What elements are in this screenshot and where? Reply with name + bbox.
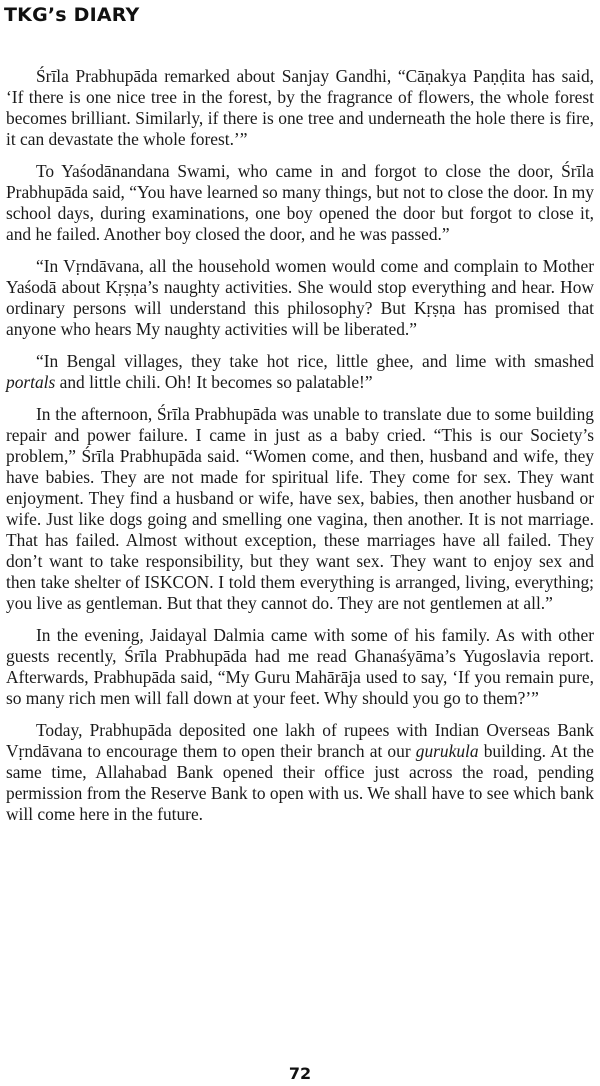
italic-term: portals (6, 372, 56, 392)
paragraph (6, 720, 594, 825)
paragraph-text: To Yaśodānandana Swami, who came in and forgot to close the door, Śrīla Prabhupāda said, “You have learned so many things, but not to close the door. In my school days, during examinations, one boy opened the door but forgot to close it, and he failed. Another boy closed the door, and he was passed.” (6, 161, 594, 244)
paragraph (6, 404, 594, 614)
paragraph-text: and little chili. Oh! It becomes so palatable!” (55, 372, 373, 392)
paragraph-text: Śrīla Prabhupāda remarked about Sanjay Gandhi, “Cāṇakya Paṇḍita has said, ‘If there is one nice tree in the forest, by the fragrance of flowers, the whole forest becomes brilliant. Similarly, if there is one tree and underneath the hole there is fire, it can devastate the whole forest.’” (6, 66, 594, 149)
paragraph-text: In the afternoon, Śrīla Prabhupāda was unable to translate due to some building repair and power failure. I came in just as a baby cried. “This is our Society’s problem,” Śrīla Prabhupāda said. “Women come, and then, husband and wife, they have babies. They are not made for spiritual life. They come for sex. They want enjoyment. They find a husband or wife, have sex, babies, then another husband or wife. Just like dogs going and smelling one vagina, then another. It is not marriage. That has failed. Almost without exception, these marriages have all failed. They don’t want to take responsibility, but they want sex. They want to enjoy sex and then take shelter of ISKCON. I told them everything is arranged, living, everything; you live as gentleman. But that they cannot do. They are not gentlemen at all.” (6, 404, 594, 613)
paragraph-text: “In Vṛndāvana, all the household women would come and complain to Mother Yaśodā about Kṛṣṇa’s naughty activities. She would stop everything and hear. How ordinary persons will understand this philosophy? But Kṛṣṇa has promised that anyone who hears My naughty activities will be liberated.” (6, 256, 594, 339)
running-title: TKG’s DIARY (4, 4, 140, 26)
page-number: 72 (288, 1064, 312, 1083)
body-text (6, 66, 594, 836)
paragraph (6, 351, 594, 393)
paragraph-text: “In Bengal villages, they take hot rice, little ghee, and lime with smashed (36, 351, 594, 371)
paragraph (6, 161, 594, 245)
italic-term: gurukula (415, 741, 479, 761)
paragraph (6, 66, 594, 150)
paragraph (6, 625, 594, 709)
paragraph (6, 256, 594, 340)
paragraph-text: building. At the same time, Allahabad Bank opened their office just across the road, pending permission from the Reserve Bank to open with us. We shall have to see which bank will come here in the future. (6, 741, 594, 824)
paragraph-text: Today, Prabhupāda deposited one lakh of rupees with Indian Overseas Bank Vṛndāvana to encourage them to open their branch at our (6, 720, 594, 761)
paragraph-text: In the evening, Jaidayal Dalmia came with some of his family. As with other guests recently, Śrīla Prabhupāda had me read Ghanaśyāma’s Yugoslavia report. Afterwards, Prabhupāda said, “My Guru Mahārāja used to say, ‘If you remain pure, so many rich men will fall down at your feet. Why should you go to them?’” (6, 625, 594, 708)
